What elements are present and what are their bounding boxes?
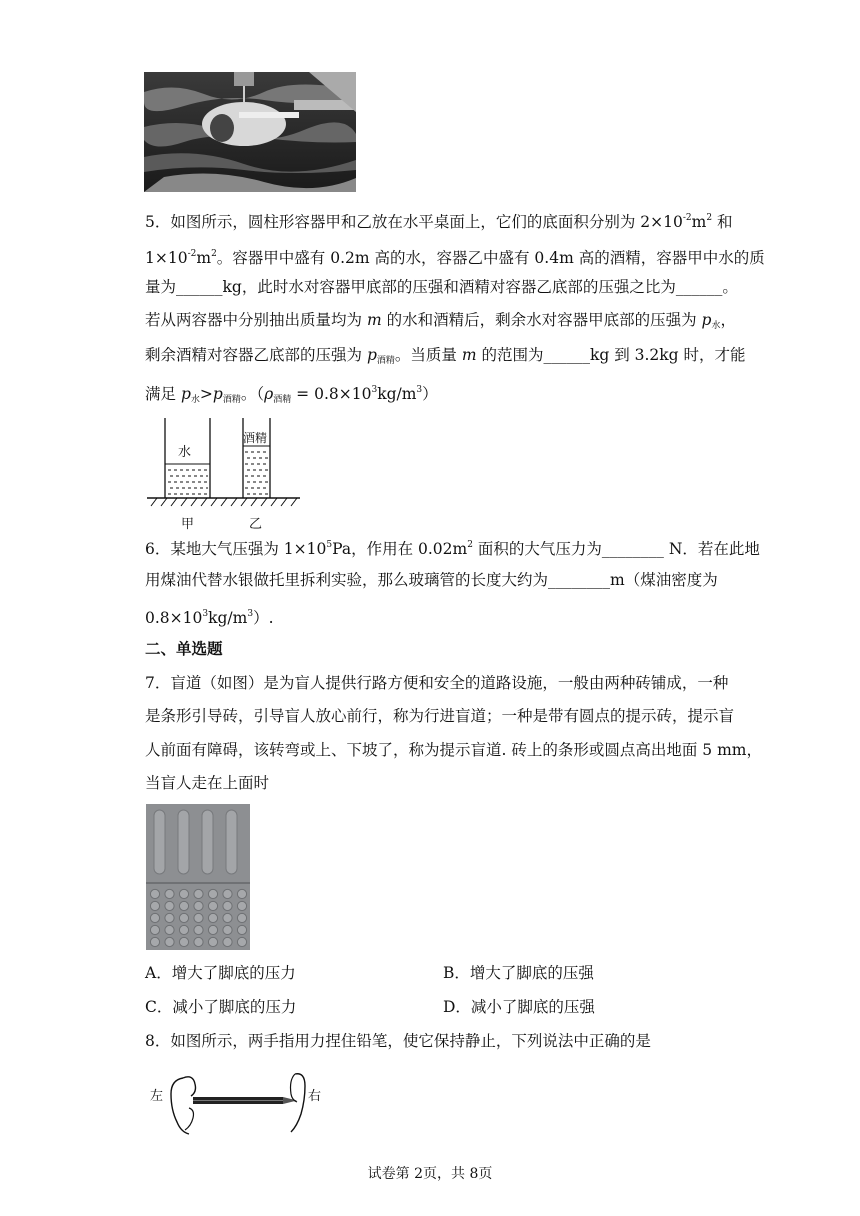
paving-dot (223, 913, 232, 922)
paving-dot (165, 925, 174, 934)
q6-line-1: 6．某地大气压强为 $1\times 10^5Pa$，作用在 $0.02m^2$ 面积的大气压力为________ N．若在此地 (145, 540, 760, 558)
paving-dot (237, 889, 246, 898)
paving-dot (150, 901, 159, 910)
alcohol-label: 酒精 (243, 431, 268, 445)
paving-dot (179, 913, 188, 922)
section-heading: 二、单选题 (145, 639, 223, 658)
paving-dot (208, 913, 217, 922)
left-label: 左 (150, 1089, 164, 1104)
paving-dot (223, 889, 232, 898)
paving-dot (237, 901, 246, 910)
paving-dot (208, 925, 217, 934)
q5-line-5: 剩余酒精对容器乙底部的压强为 $p_{酒精}$。当质量 m 的范围为______kg 到 3.2kg 时，才能 (145, 346, 746, 366)
submersible-photo (144, 72, 356, 192)
paving-dot (165, 889, 174, 898)
option-a[interactable]: A．增大了脚底的压力 (145, 964, 296, 982)
paving-dot (165, 913, 174, 922)
paving-dot (237, 937, 246, 946)
paving-dot (194, 937, 203, 946)
option-b[interactable]: B．增大了脚底的压强 (443, 964, 594, 982)
paving-dot (150, 937, 159, 946)
paving-dot (165, 901, 174, 910)
paving-dot (237, 913, 246, 922)
q5-line-3: 量为______kg，此时水对容器甲底部的压强和酒精对容器乙底部的压强之比为______。 (145, 278, 738, 296)
option-d[interactable]: D．减小了脚底的压强 (443, 998, 595, 1016)
paving-dot (208, 889, 217, 898)
water-label: 水 (178, 445, 192, 460)
paving-dot (150, 913, 159, 922)
q5-line-4: 若从两容器中分别抽出质量均为 m 的水和酒精后，剩余水对容器甲底部的压强为 $p_水$， (145, 311, 736, 331)
q6-line-3: $0.8\times 10^3kg/m^3$）. (145, 609, 274, 627)
right-label: 右 (308, 1089, 322, 1104)
paving-dot (179, 925, 188, 934)
yi-label: 乙 (249, 517, 263, 532)
q6-line-2: 用煤油代替水银做托里拆利实验，那么玻璃管的长度大约为________m（煤油密度为 (145, 571, 718, 589)
paving-dot (150, 889, 159, 898)
q5-line-6: 满足 $p_水>p_{酒精}$。$(\rho_{酒精} = 0.8\times 10^3kg/m^3)$ (145, 385, 438, 405)
paving-dot (179, 937, 188, 946)
q5-line-2: $1\times 10^{-2}m^2$。容器甲中盛有 0.2m 高的水，容器乙中盛有 0.4m 高的酒精，容器甲中水的质 (145, 249, 765, 267)
paving-dot (208, 937, 217, 946)
q7-line-2: 是条形引导砖，引导盲人放心前行，称为行进盲道；一种是带有圆点的提示砖，提示盲 (145, 707, 735, 725)
paving-dot (194, 901, 203, 910)
paving-dot (194, 889, 203, 898)
q5-line-1: 5．如图所示，圆柱形容器甲和乙放在水平桌面上，它们的底面积分别为 $2\times 10^{-2}m^2$ 和 (145, 213, 733, 231)
paving-dot (165, 937, 174, 946)
tactile-paving-photo (146, 804, 250, 950)
paving-dot (237, 925, 246, 934)
q8-line-1: 8．如图所示，两手指用力捏住铅笔，使它保持静止，下列说法中正确的是 (145, 1032, 651, 1050)
page-footer: 试卷第 2页，共 8页 (367, 1166, 493, 1182)
paving-dot (194, 913, 203, 922)
paving-dot (194, 925, 203, 934)
paving-dot (150, 925, 159, 934)
paving-dot (223, 925, 232, 934)
paving-dot (208, 901, 217, 910)
paving-dot (179, 901, 188, 910)
paving-dot (223, 901, 232, 910)
pencil-figure (145, 1070, 325, 1136)
jia-label: 甲 (181, 517, 195, 532)
paving-dot (179, 889, 188, 898)
paving-dot (223, 937, 232, 946)
option-c[interactable]: C．减小了脚底的压力 (145, 998, 297, 1016)
q7-line-4: 当盲人走在上面时 (145, 774, 270, 792)
q7-line-1: 7．盲道（如图）是为盲人提供行路方便和安全的道路设施，一般由两种砖铺成，一种 (145, 674, 729, 692)
containers-figure (145, 418, 305, 534)
q7-line-3: 人前面有障碍，该转弯或上、下坡了，称为提示盲道. 砖上的条形或圆点高出地面 5 mm， (145, 741, 762, 759)
